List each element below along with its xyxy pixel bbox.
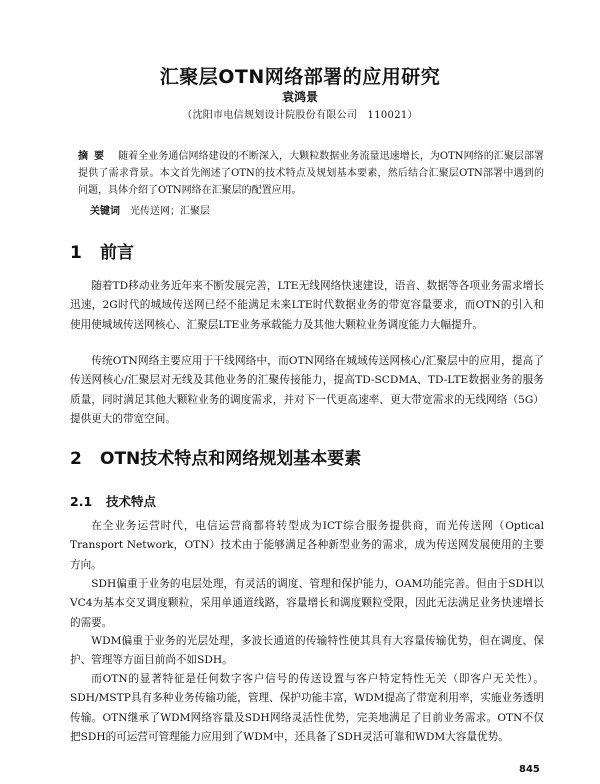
section-2-1-number: 2.1: [70, 494, 93, 509]
keywords-label: 关键词: [90, 206, 120, 217]
section-1-number: 1: [70, 243, 82, 263]
section-2-title: OTN技术特点和网络规划基本要素: [100, 449, 362, 469]
section-1-title: 前言: [100, 243, 134, 263]
abstract-text: 随着全业务通信网络建设的不断深入，大颗粒数据业务流量迅速增长，为OTN网络的汇聚层部署提供了需求背景。本文首先阐述了OTN的技术特点及规划基本要素，然后结合汇聚层OTN部署中遇到的问题，具体介绍了OTN网络在汇聚层的配置应用。: [78, 151, 545, 196]
paper-title: 汇聚层OTN网络部署的应用研究: [159, 66, 441, 88]
section-2-1-paragraph-1: 在全业务运营时代，电信运营商都将转型成为ICT综合服务提供商，而光传送网（Optical Transport Network，OTN）技术由于能够满足各种新型业务的需求，成为传送网发展使用的主要方向。: [70, 520, 544, 571]
section-2-1-paragraph-3: WDM偏重于业务的光层处理，多波长通道的传输特性使其具有大容量传输优势，但在调度、保护、管理等方面目前尚不如SDH。: [70, 635, 544, 667]
section-2-number: 2: [70, 449, 82, 469]
section-2-1-paragraph-4: 而OTN的显著特征是任何数字客户信号的传送设置与客户特定特性无关（即客户无关性）。SDH/MSTP具有多种业务传输功能，管理、保护功能丰富，WDM提高了带宽利用率，实施业务透明传输。OTN继承了WDM网络容量及SDH网络灵活性优势，完美地满足了目前业务需求。OTN不仅把SDH的可运营可管理能力应用到了WDM中，还具备了SDH灵活可靠和WDM大容量优势。: [70, 673, 544, 743]
section-2-1-heading: [70, 492, 156, 510]
author-name: 袁鸿景: [281, 90, 318, 104]
section-1-paragraph-1: 随着TD移动业务近年来不断发展完善，LTE无线网络快速建设，语音、数据等各项业务需求增长迅速，2G时代的城域传送网已经不能满足未来LTE时代数据业务的带宽容量要求，而OTN的引入和使用使城域传送网核心、汇聚层LTE业务承载能力及其他大颗粒业务调度能力大幅提升。: [70, 280, 544, 331]
abstract: [78, 148, 544, 199]
keywords: [90, 203, 544, 220]
section-1-paragraph-2: 传统OTN网络主要应用于干线网络中，而OTN网络在城域传送网核心/汇聚层中的应用，提高了传送网核心/汇聚层对无线及其他业务的汇聚传接能力，提高TD-SCDMA、TD-LTE数据业务的服务质量，同时满足其他大颗粒业务的调度需求，并对下一代更高速率、更大带宽需求的无线网络（5G）提供更大的带宽空间。: [70, 355, 544, 425]
section-2-1-title: 技术特点: [106, 494, 157, 509]
section-2-heading: [70, 444, 361, 469]
section-1-heading: [70, 238, 134, 263]
author-affiliation: （沈阳市电信规划设计院股份有限公司 110021）: [182, 110, 418, 121]
section-2-1-paragraph-2: SDH偏重于业务的电层处理，有灵活的调度、管理和保护能力，OAM功能完善。但由于SDH以VC4为基本交叉调度颗粒，采用单通道线路，容量增长和调度颗粒受限，因此无法满足业务快速增长的需要。: [70, 578, 544, 629]
page-number: 845: [519, 764, 540, 775]
abstract-label: 摘要: [78, 151, 111, 162]
keywords-text: 光传送网；汇聚层: [130, 206, 210, 217]
